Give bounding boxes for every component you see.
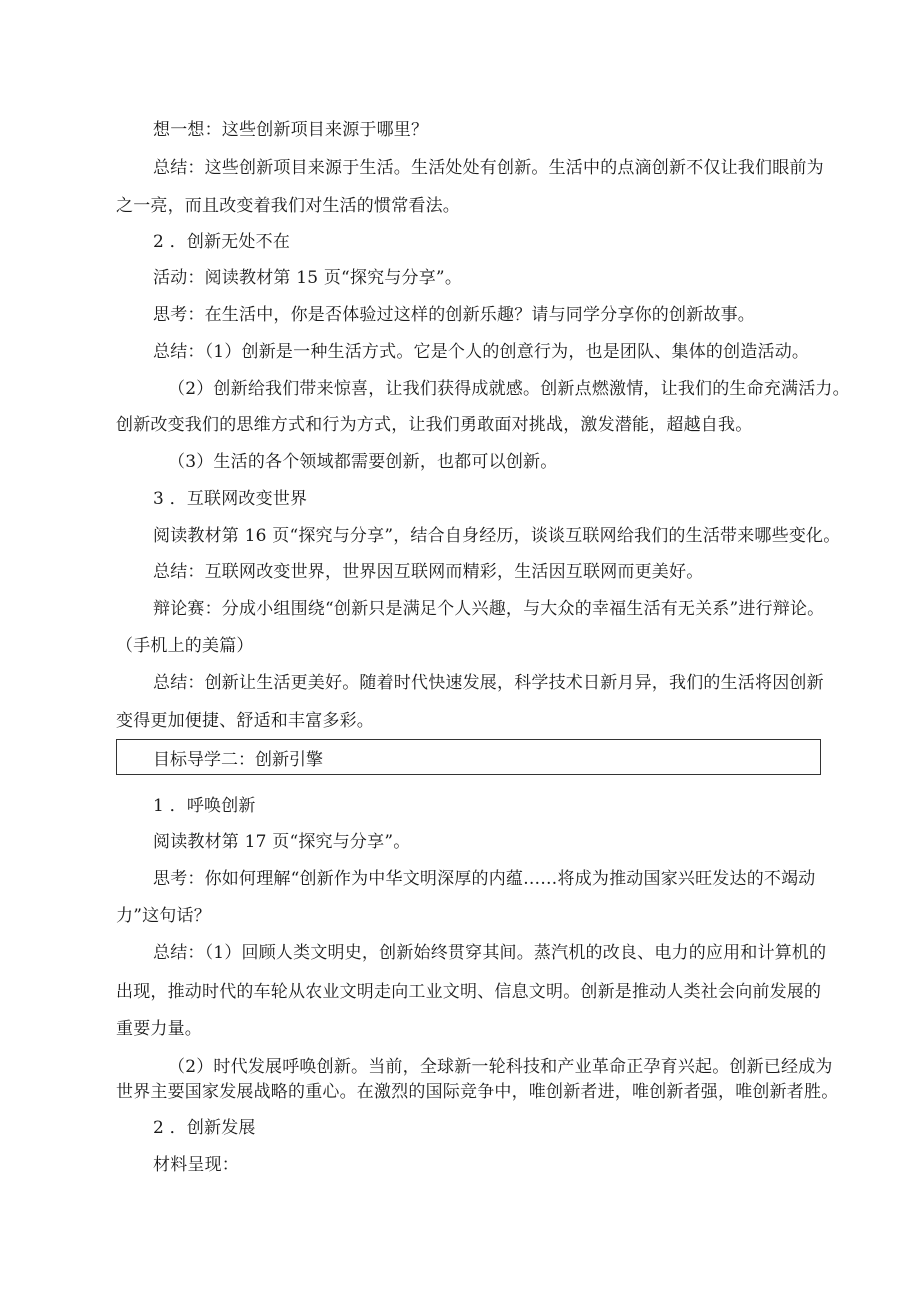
reading-task-17: 阅读教材第 17 页“探究与分享”。 xyxy=(153,832,411,852)
history-summary-cont: 出现，推动时代的车轮从农业文明走向工业文明、信息文明。创新是推动人类社会向前发展的 xyxy=(116,982,822,1002)
section-heading-call: 1 ．呼唤创新 xyxy=(153,796,256,816)
era-summary-cont: 世界主要国家发展战略的重心。在激烈的国际竞争中，唯创新者进，唯创新者强，唯创新者胜。 xyxy=(116,1082,839,1102)
section-heading-development: 2 ．创新发展 xyxy=(153,1118,256,1138)
summary-point-1: 总结：（1）创新是一种生活方式。它是个人的创意行为，也是团队、集体的创造活动。 xyxy=(153,342,810,362)
reflect-quote-cont: 力”这句话？ xyxy=(116,906,211,926)
history-summary: 总结：（1）回顾人类文明史，创新始终贯穿其间。蒸汽机的改良、电力的应用和计算机的 xyxy=(153,943,827,963)
summary-point-2-cont: 创新改变我们的思维方式和行为方式，让我们勇敢面对挑战，激发潜能，超越自我。 xyxy=(116,415,753,435)
activity-line: 活动：阅读教材第 15 页“探究与分享”。 xyxy=(153,268,463,288)
summary-paragraph-1-cont: 之一亮，而且改变着我们对生活的惯常看法。 xyxy=(116,196,460,216)
summary-point-2: （2）创新给我们带来惊喜，让我们获得成就感。创新点燃激情，让我们的生命充满活力。 xyxy=(168,379,850,399)
reading-task: 阅读教材第 16 页“探究与分享”，结合自身经历，谈谈互联网给我们的生活带来哪些变化。 xyxy=(153,526,841,546)
history-summary-end: 重要力量。 xyxy=(116,1019,202,1039)
life-summary-cont: 变得更加便捷、舒适和丰富多彩。 xyxy=(116,711,374,731)
reflect-line: 思考：在生活中，你是否体验过这样的创新乐趣？请与同学分享你的创新故事。 xyxy=(153,305,755,325)
summary-paragraph-1: 总结：这些创新项目来源于生活。生活处处有创新。生活中的点滴创新不仅让我们眼前为 xyxy=(153,158,824,178)
goal-heading: 目标导学二：创新引擎 xyxy=(153,750,323,770)
internet-summary: 总结：互联网改变世界，世界因互联网而精彩，生活因互联网而更美好。 xyxy=(153,562,704,582)
material-label: 材料呈现： xyxy=(153,1155,239,1175)
think-question: 想一想：这些创新项目来源于哪里？ xyxy=(153,120,429,140)
era-summary: （2）时代发展呼唤创新。当前，全球新一轮科技和产业革命正孕育兴起。创新已经成为 xyxy=(168,1057,833,1077)
section-heading-3: 3 ．互联网改变世界 xyxy=(153,489,308,509)
life-summary: 总结：创新让生活更美好。随着时代快速发展，科学技术日新月异，我们的生活将因创新 xyxy=(153,673,824,693)
summary-point-3: （3）生活的各个领域都需要创新，也都可以创新。 xyxy=(168,452,558,472)
section-heading-2: 2 ．创新无处不在 xyxy=(153,232,291,252)
reflect-quote: 思考：你如何理解“创新作为中华文明深厚的内蕴……将成为推动国家兴旺发达的不竭动 xyxy=(153,869,816,889)
goal-heading-box xyxy=(116,739,821,775)
debate-note: （手机上的美篇） xyxy=(116,636,254,656)
debate-line: 辩论赛：分成小组围绕“创新只是满足个人兴趣，与大众的幸福生活有无关系”进行辩论。 xyxy=(153,599,825,619)
